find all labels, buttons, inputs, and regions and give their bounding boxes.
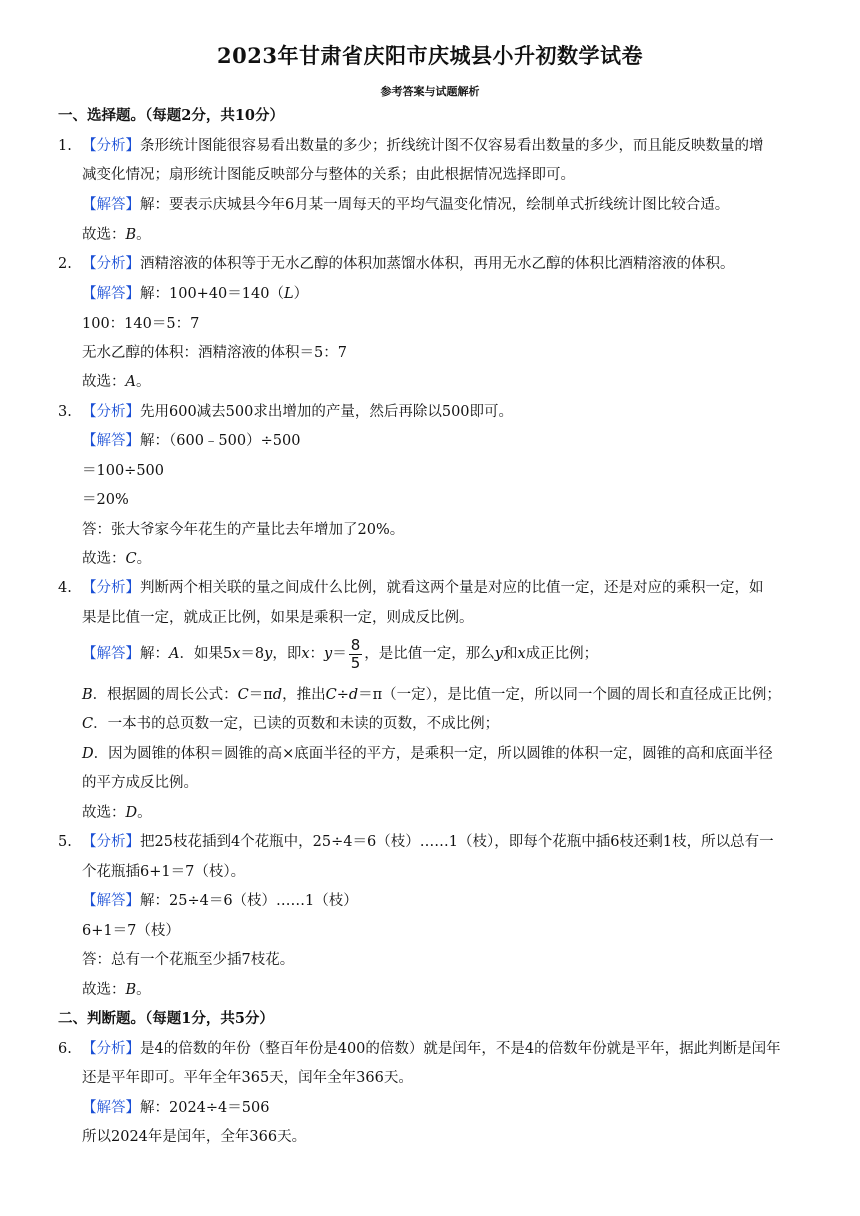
choice-letter: B	[125, 982, 137, 998]
answer-text: ，即	[272, 646, 302, 662]
analysis-text: 先用600减去500求出增加的产量，然后再除以500即可。	[140, 404, 514, 420]
answer-text: ．如果5	[179, 646, 233, 662]
choice-letter: C	[125, 551, 137, 567]
answer-text: 解：（600﹣500）÷500	[140, 433, 301, 449]
section-heading-choice: 一、选择题。（每题2分，共10分）	[58, 107, 285, 124]
option-text: ＝π（一定），是比值一定，所以同一个圆的周长和直径成正比例；	[358, 687, 781, 703]
variable-y: y	[494, 646, 503, 662]
analysis-text: 条形统计图能很容易看出数量的多少；折线统计图不仅容易看出数量的多少，而且能反映数量的增	[140, 138, 764, 154]
choice-end: 。	[135, 374, 151, 390]
fraction	[349, 637, 363, 672]
choice-end: 。	[136, 982, 151, 998]
option-text: ．因为圆锥的体积＝圆锥的高×底面半径的平方，是乘积一定，所以圆锥的体积一定，圆锥的高和底面半径	[93, 746, 773, 762]
analysis-tag: 【分析】	[82, 580, 140, 596]
choice-end: 。	[136, 227, 151, 243]
option-text: ＝π	[248, 687, 273, 703]
answer-text: ：	[309, 646, 325, 662]
q1-analysis-line-2: 减变化情况；扇形统计图能反映部分与整体的关系；由此根据情况选择即可。	[82, 167, 575, 183]
question-number: 1.	[58, 138, 72, 154]
question-number: 5.	[58, 834, 72, 850]
q6-analysis-line-1	[82, 1039, 781, 1059]
choice-letter: D	[125, 805, 138, 821]
choice-end: 。	[137, 805, 152, 821]
answer-tag: 【解答】	[82, 893, 140, 909]
q2-line-2: 100：140＝5：7	[82, 316, 200, 332]
variable-c: C	[237, 687, 249, 703]
answer-text: ＝	[332, 646, 347, 662]
question-number: 3.	[58, 404, 72, 420]
q4-option-c	[82, 714, 499, 734]
answer-text: 解：2024÷4＝506	[140, 1100, 270, 1116]
q6-line-2: 所以2024年是闰年，全年366天。	[82, 1129, 307, 1145]
q5-line-2: 6+1＝7（枝）	[82, 923, 180, 939]
q6-answer	[82, 1098, 269, 1118]
q5-choice	[82, 980, 151, 1000]
option-letter: C	[82, 716, 94, 732]
analysis-text: 酒精溶液的体积等于无水乙醇的体积加蒸馏水体积，再用无水乙醇的体积比酒精溶液的体积。	[140, 256, 735, 272]
q6-analysis-line-2: 还是平年即可。平年全年365天，闰年全年366天。	[82, 1070, 413, 1086]
choice-prefix: 故选：	[82, 805, 126, 821]
q1-choice	[82, 225, 151, 245]
variable-d: d	[272, 687, 283, 703]
option-letter: A	[169, 646, 180, 662]
q4-analysis-line-2: 果是比值一定，就成正比例，如果是乘积一定，则成反比例。	[82, 610, 474, 626]
page-title: 2023年甘肃省庆阳市庆城县小升初数学试卷	[217, 43, 643, 68]
variable-y: y	[324, 646, 333, 662]
question-number: 6.	[58, 1041, 72, 1057]
q4-choice	[82, 803, 152, 823]
answer-tag: 【解答】	[82, 1100, 140, 1116]
answer-text: 解：要表示庆城县今年6月某一周每天的平均气温变化情况，绘制单式折线统计图比较合适。	[140, 197, 730, 213]
q3-line-4: 答：张大爷家今年花生的产量比去年增加了20%。	[82, 522, 405, 538]
q2-answer	[82, 284, 308, 304]
option-text: ．根据圆的周长公式：	[92, 687, 238, 703]
answer-text: 解：100+40＝140（	[140, 286, 284, 302]
q4-answer	[82, 636, 598, 672]
q2-line-3: 无水乙醇的体积：酒精溶液的体积＝5：7	[82, 345, 347, 361]
fraction-denominator: 5	[350, 653, 361, 672]
variable-x: x	[232, 646, 241, 662]
q5-analysis-line-2: 个花瓶插6+1＝7（枝）。	[82, 864, 246, 880]
unit: L	[283, 286, 294, 302]
q4-option-d-line-1	[82, 744, 773, 764]
section-heading-judgement: 二、判断题。（每题1分，共5分）	[58, 1010, 274, 1027]
analysis-text: 判断两个相关联的量之间成什么比例，就看这两个量是对应的比值一定，还是对应的乘积一定，如	[140, 580, 764, 596]
option-text: ，推出	[282, 687, 326, 703]
q5-answer	[82, 891, 358, 911]
answer-text: 和	[502, 646, 518, 662]
q2-analysis	[82, 254, 735, 274]
q3-line-2: ＝100÷500	[82, 463, 165, 479]
variable-y: y	[264, 646, 273, 662]
q5-analysis-line-1	[82, 832, 774, 852]
variable-x: x	[301, 646, 310, 662]
analysis-text: 是4的倍数的年份（整百年份是400的倍数）就是闰年，不是4的倍数年份就是平年，据此判断是闰年	[140, 1041, 781, 1057]
q3-line-3: ＝20%	[82, 492, 129, 508]
analysis-tag: 【分析】	[82, 256, 140, 272]
q1-analysis-line-1	[82, 136, 764, 156]
question-number: 2.	[58, 256, 72, 272]
answer-tag: 【解答】	[82, 646, 140, 662]
page-subtitle: 参考答案与试题解析	[380, 85, 480, 98]
choice-prefix: 故选：	[82, 982, 126, 998]
variable-d: d	[348, 687, 359, 703]
option-letter: D	[82, 746, 94, 762]
option-text: ．一本书的总页数一定，已读的页数和未读的页数，不成比例；	[93, 716, 500, 732]
question-number: 4.	[58, 580, 72, 596]
option-letter: B	[82, 687, 93, 703]
choice-prefix: 故选：	[82, 227, 126, 243]
answer-tag: 【解答】	[82, 197, 140, 213]
q5-line-3: 答：总有一个花瓶至少插7枝花。	[82, 952, 295, 968]
analysis-text: 把25枝花插到4个花瓶中，25÷4＝6（枝）……1（枝），即每个花瓶中插6枝还剩1枝，所以总有一	[140, 834, 774, 850]
choice-end: 。	[136, 551, 152, 567]
choice-letter: A	[125, 374, 136, 390]
q3-answer	[82, 431, 300, 451]
answer-text-end: ）	[293, 286, 309, 302]
variable-c: C	[325, 687, 337, 703]
q1-answer	[82, 195, 729, 215]
analysis-tag: 【分析】	[82, 138, 140, 154]
answer-text: 解：	[140, 646, 169, 662]
choice-letter: B	[125, 227, 137, 243]
q3-analysis	[82, 402, 513, 422]
analysis-tag: 【分析】	[82, 1041, 140, 1057]
answer-text: ＝8	[240, 646, 265, 662]
variable-x: x	[517, 646, 526, 662]
answer-tag: 【解答】	[82, 286, 140, 302]
q4-option-d-line-2: 的平方成反比例。	[82, 775, 198, 791]
answer-text: 成正比例；	[525, 646, 599, 662]
analysis-tag: 【分析】	[82, 834, 140, 850]
answer-text: ，是比值一定，那么	[364, 646, 495, 662]
q3-choice	[82, 549, 151, 569]
q2-choice	[82, 372, 150, 392]
fraction-numerator: 8	[350, 635, 361, 654]
choice-prefix: 故选：	[82, 374, 126, 390]
option-text: ÷	[336, 687, 349, 703]
q4-analysis-line-1	[82, 578, 764, 598]
answer-text: 解：25÷4＝6（枝）……1（枝）	[140, 893, 358, 909]
analysis-tag: 【分析】	[82, 404, 140, 420]
choice-prefix: 故选：	[82, 551, 126, 567]
q4-option-b	[82, 685, 781, 705]
answer-tag: 【解答】	[82, 433, 140, 449]
